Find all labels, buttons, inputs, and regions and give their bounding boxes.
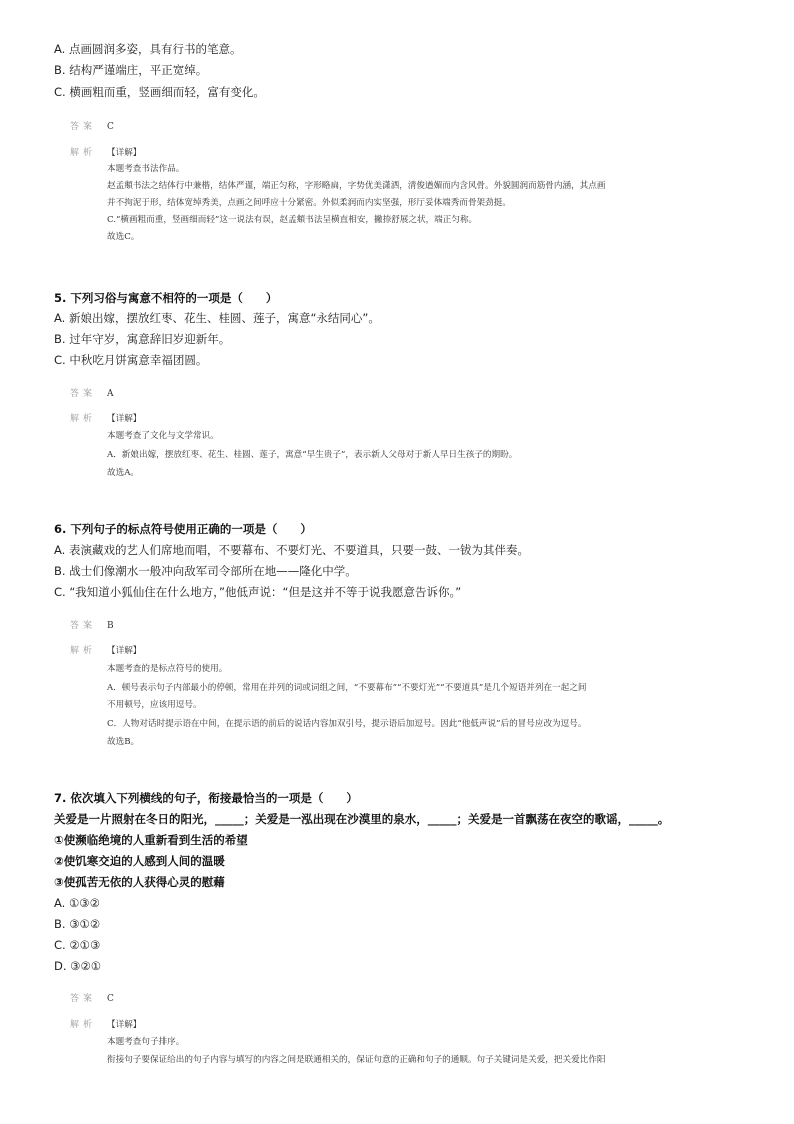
q7-option-b: B. ③①② (54, 917, 101, 931)
explanation-line: 故选C。 (107, 232, 140, 242)
q7-stem: 关爱是一片照射在冬日的阳光，_____；关爱是一泓出现在沙漠里的泉水，_____；关爱是一首飘荡在夜空的歌谣，_____。 (54, 812, 670, 826)
explanation-line: A．新娘出嫁，摆放红枣、花生、桂圆、莲子，寓意“早生贵子”，表示新人父母对于新人早日生孩子的期盼。 (107, 450, 518, 460)
explanation-line: 衔接句子要保证给出的句子内容与填写的内容之间是联通相关的，保证句意的正确和句子的通顺。句子关键词是关爱，把关爱比作阳 (107, 1055, 606, 1065)
q7-answer-value: C (107, 994, 114, 1004)
q5-analysis-label: 解析 (70, 414, 97, 424)
explanation-line: 【详解】 (107, 646, 142, 656)
option-c: C. 横画粗而重，竖画细而轻，富有变化。 (54, 85, 265, 99)
q6-analysis-label: 解析 (70, 646, 97, 656)
question-5-title: 5. 下列习俗与寓意不相符的一项是（ ） (54, 291, 278, 305)
q5-answer-value: A (107, 389, 114, 399)
explanation-line: C.“横画粗而重，竖画细而轻”这一说法有误，赵孟頫书法呈横直相安，撇捺舒展之状，端正匀称。 (107, 215, 478, 225)
explanation-line: A．顿号表示句子内部最小的停顿，常用在并列的词或词组之间，“不要幕布”“不要灯光”“不要道具”是几个短语并列在一起之间 (107, 683, 587, 693)
question-6-title: 6. 下列句子的标点符号使用正确的一项是（ ） (54, 522, 312, 536)
explanation-line: 本题考查的是标点符号的使用。 (107, 664, 228, 674)
q6-option-b: B. 战士们像潮水一般冲向敌军司令部所在地——隆化中学。 (54, 564, 357, 578)
answer-value: C (107, 122, 114, 132)
q6-option-c: C. “我知道小狐仙住在什么地方，”他低声说：“但是这并不等于说我愿意告诉你。” (54, 585, 462, 599)
explanation-line: C．人物对话时提示语在中间，在提示语的前后的说话内容加双引号，提示语后加逗号。因此“他低声说”后的冒号应改为逗号。 (107, 719, 587, 729)
explanation-line: 【详解】 (107, 1020, 142, 1030)
analysis-label: 解析 (70, 148, 97, 158)
q7-option-a: A. ①③② (54, 896, 100, 910)
option-b: B. 结构严谨端庄，平正宽绰。 (54, 63, 208, 77)
q5-answer-label: 答案 (70, 389, 97, 399)
q7-option-d: D. ③②① (54, 959, 102, 973)
q7-sentence-3: ③使孤苦无依的人获得心灵的慰藉 (54, 875, 225, 889)
q6-option-a: A. 表演藏戏的艺人们席地而唱，不要幕布、不要灯光、不要道具，只要一鼓、一钹为其伴奏。 (54, 543, 529, 557)
explanation-line: 【详解】 (107, 414, 142, 424)
q7-analysis-label: 解析 (70, 1020, 97, 1030)
explanation-line: 本题考查句子排序。 (107, 1037, 185, 1047)
explanation-line: 【详解】 (107, 148, 142, 158)
explanation-line: 不用顿号，应该用逗号。 (107, 700, 202, 710)
q7-option-c: C. ②①③ (54, 938, 101, 952)
q6-answer-label: 答案 (70, 621, 97, 631)
q7-sentence-2: ②使饥寒交迫的人感到人间的温暖 (54, 854, 225, 868)
explanation-line: 本题考查了文化与文学常识。 (107, 431, 219, 441)
question-7-title: 7. 依次填入下列横线的句子，衔接最恰当的一项是（ ） (54, 791, 358, 805)
q6-answer-value: B (107, 621, 114, 631)
explanation-line: 故选B。 (107, 737, 140, 747)
q7-sentence-1: ①使濒临绝境的人重新看到生活的希望 (54, 833, 248, 847)
explanation-line: 本题考查书法作品。 (107, 164, 185, 174)
explanation-line: 赵孟頫书法之结体行中兼楷，结体严谨，端正匀称，字形略扁，字势优美潇洒，清俊遒媚而内含风骨。外貌圆润而筋骨内涵，其点画 (107, 181, 606, 191)
explanation-line: 故选A。 (107, 468, 139, 478)
q5-option-c: C. 中秋吃月饼寓意幸福团圆。 (54, 353, 208, 367)
q5-option-a: A. 新娘出嫁，摆放红枣、花生、桂圆、莲子，寓意“永结同心”。 (54, 311, 380, 325)
q5-option-b: B. 过年守岁，寓意辞旧岁迎新年。 (54, 332, 231, 346)
answer-label: 答案 (70, 122, 97, 132)
option-a: A. 点画圆润多姿，具有行书的笔意。 (54, 42, 242, 56)
explanation-line: 并不拘泥于形，结体宽绰秀美，点画之间呼应十分紧密。外似柔润而内实坚强，形厅妥体端秀而骨架劲挺。 (107, 198, 511, 208)
q7-answer-label: 答案 (70, 994, 97, 1004)
